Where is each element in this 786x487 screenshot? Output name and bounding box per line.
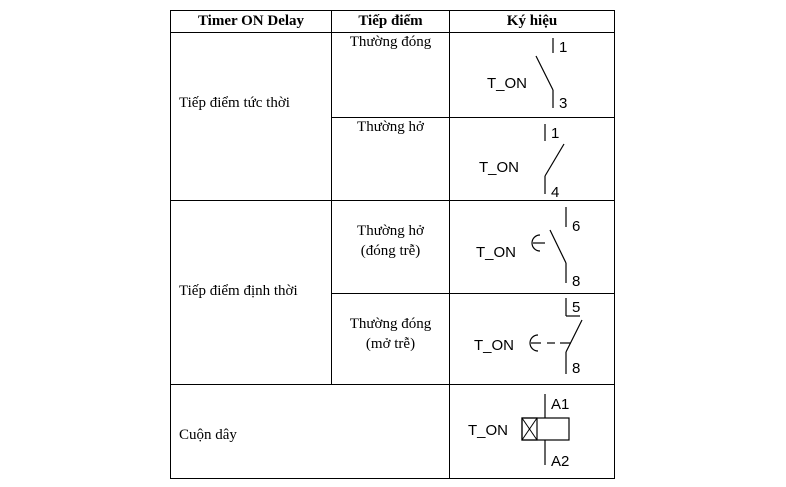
symbol-timed-nc-contact	[449, 294, 615, 384]
timed-nc-contact-diagram	[449, 294, 615, 384]
header-contact: Tiếp điểm	[358, 13, 423, 29]
contact-type-cell	[332, 314, 449, 354]
contact-type-label: Thường đóng	[349, 34, 432, 50]
table-border-left	[170, 10, 171, 479]
symbol-name: T_ON	[468, 422, 509, 439]
header-symbol: Ký hiệu	[506, 13, 558, 29]
no-contact-diagram	[449, 118, 615, 200]
group-label-instant-contacts: Tiếp điểm tức thời	[179, 95, 290, 111]
timer-coil-diagram	[449, 385, 615, 478]
contact-type-label: Thường hở	[357, 223, 424, 239]
pin-top-label: A1	[551, 396, 570, 413]
symbol-timer-coil	[449, 385, 615, 478]
pin-bottom-number: 8	[572, 273, 581, 290]
contact-type-label: Thường đóng	[349, 316, 432, 332]
symbol-name: T_ON	[487, 75, 528, 92]
pin-bottom-label: A2	[551, 453, 570, 470]
symbol-name: T_ON	[474, 337, 515, 354]
contact-type-cell	[332, 221, 449, 261]
contact-type-cell	[332, 32, 449, 52]
table-border-bottom	[170, 478, 615, 479]
symbol-name: T_ON	[479, 159, 520, 176]
header-timer-on-delay: Timer ON Delay	[197, 13, 305, 29]
contact-type-note: (đóng trễ)	[360, 243, 421, 259]
group-label-timed-contacts: Tiếp điểm định thời	[179, 283, 298, 299]
timed-no-contact-diagram	[449, 201, 615, 293]
symbol-timed-no-contact	[449, 201, 615, 293]
pin-top-number: 5	[572, 299, 581, 316]
symbol-name: T_ON	[476, 244, 517, 261]
pin-top-number: 1	[551, 125, 560, 142]
symbol-instant-no-contact	[449, 118, 615, 200]
pin-top-number: 6	[572, 218, 581, 235]
contact-type-cell	[332, 117, 449, 137]
pin-bottom-number: 4	[551, 184, 560, 200]
pin-bottom-number: 3	[559, 95, 568, 112]
pin-bottom-number: 8	[572, 360, 581, 377]
symbol-instant-nc-contact	[449, 33, 615, 117]
pin-top-number: 1	[559, 39, 568, 56]
timer-on-delay-table	[170, 10, 615, 479]
contact-type-note: (mở trễ)	[365, 336, 416, 352]
nc-contact-diagram	[449, 33, 615, 117]
contact-type-label: Thường hở	[357, 119, 424, 135]
group-label-coil: Cuộn dây	[179, 427, 237, 443]
